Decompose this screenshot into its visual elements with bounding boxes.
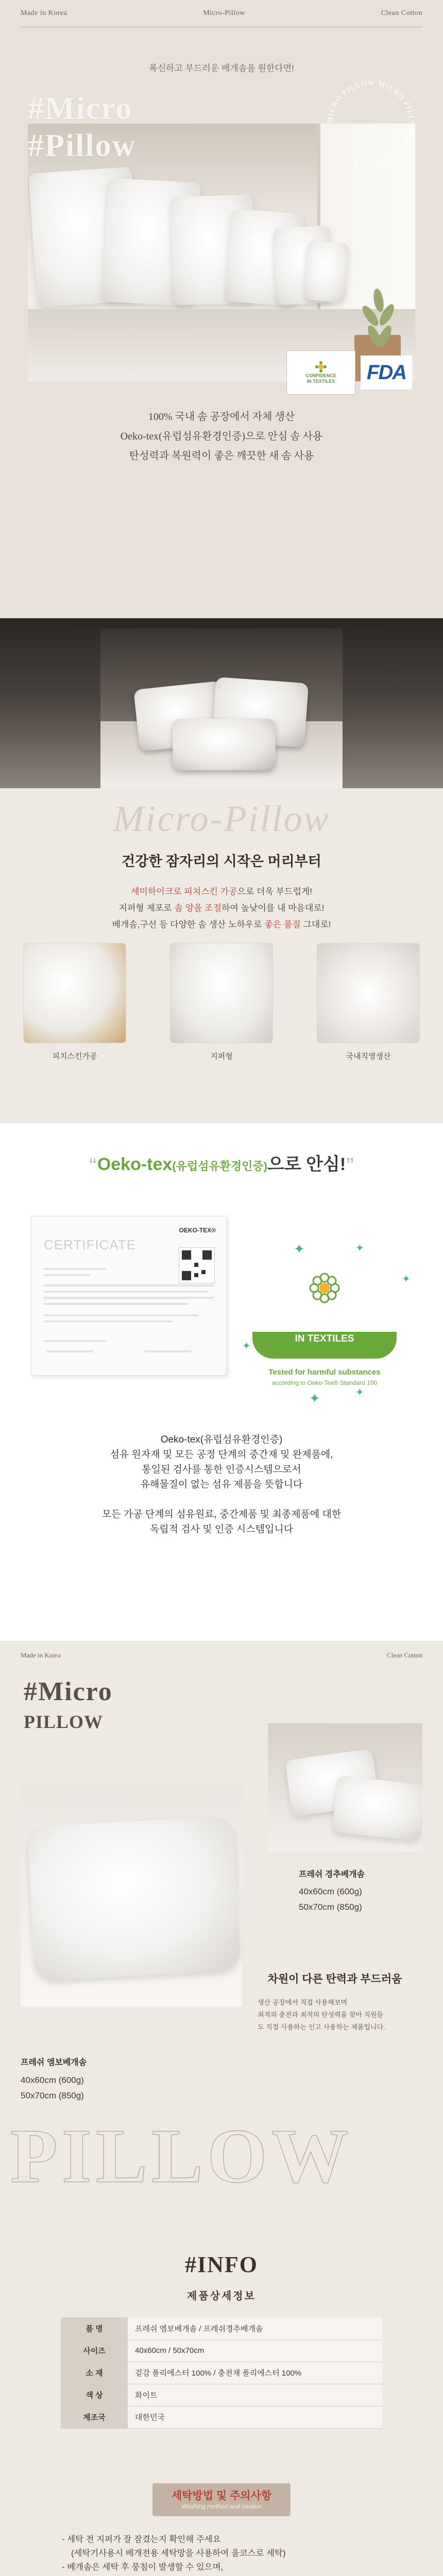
sparkle-icon: ✦ <box>294 1242 305 1257</box>
highlight-text: 솜 양을 조절 <box>174 903 222 913</box>
tagline-text: 지퍼형 제포로 <box>118 903 175 913</box>
confidence-sub1: Tested for harmful substances <box>268 1368 381 1377</box>
info-value: 프레쉬 엠보베개솜 / 프레쉬경추베개솜 <box>128 2317 382 2340</box>
pillow-shape <box>303 241 350 303</box>
info-key: 사이즈 <box>61 2340 128 2362</box>
info-key: 품 명 <box>61 2317 128 2340</box>
oeko-text-line: 통일된 검사를 통한 인증시스템으로서 <box>142 1464 301 1475</box>
peach-skin-photo <box>23 943 126 1043</box>
oeko-badge-line1: CONFIDENCE <box>305 373 336 379</box>
product-big-line1: #Micro <box>24 1677 113 1706</box>
care-item: (세탁기사용시 베개전용 세탁망을 사용하여 울코스로 세탁) <box>71 2549 286 2558</box>
sparkle-icon: ✦ <box>402 1273 411 1285</box>
oeko-text-line: 유해물질이 없는 섬유 제품을 뜻합니다 <box>140 1479 303 1490</box>
header-micro-pillow: Micro-Pillow <box>203 9 245 17</box>
pillow-shape <box>173 719 276 770</box>
tagline-line-2 <box>0 900 443 917</box>
oeko-flower-icon <box>309 1273 340 1303</box>
confidence-sub2: according to Oeko-Tex® Standard 100 <box>271 1379 378 1386</box>
pillow-shape <box>332 1775 422 1841</box>
cervical-pillow-photo <box>268 1723 422 1852</box>
bedroom-photo <box>100 629 343 788</box>
cervical-pillow-sizes <box>299 1884 362 1915</box>
oeko-badge-line2: IN TEXTILES <box>306 379 335 384</box>
oeko-certificate <box>31 1216 227 1376</box>
certificate-qr-icon <box>179 1247 215 1283</box>
hero-line: 탄성력과 복원력이 좋은 깨끗한 새 솜 사용 <box>129 450 314 462</box>
hero-line: Oeko-tex(유럽섬유환경인증)으로 안심 솜 사용 <box>120 431 323 442</box>
feature-caption: 국내직영생산 <box>346 1052 391 1061</box>
factory-photo <box>317 943 420 1043</box>
product-header-right: Clean Cotton <box>387 1651 422 1659</box>
diff-line: 도 직접 사용하는 인고 사용하는 제품입니다. <box>258 2023 385 2031</box>
highlight-text: 세미하이크로 피치스킨 가공 <box>130 887 237 896</box>
feature-domestic <box>314 943 422 1061</box>
header-made-in-korea: Made in Korea <box>21 9 67 17</box>
hero-line: 100% 국내 솜 공장에서 자체 생산 <box>148 411 295 422</box>
table-row <box>61 2362 382 2384</box>
care-item: - 베개솜은 세탁 후 뭉침이 발생할 수 있으며, <box>62 2563 224 2572</box>
circle-text-path: MICRO PILLOW MICRO PILLOW MICRO PILLOW <box>326 79 416 168</box>
highlight-text: 좋은 품질 <box>264 920 301 929</box>
product-section <box>0 1641 443 2236</box>
diff-line: 생산 공장에서 직접 사용해보며 <box>258 1998 348 2006</box>
oeko-title-rest: 으로 안심! <box>267 1155 346 1174</box>
product-info-table <box>61 2317 382 2429</box>
embo-pillow-photo <box>21 1785 242 2007</box>
care-title-badge <box>152 2483 291 2516</box>
hero-tagline: 폭신하고 부드러운 베개솜을 원한다면! <box>149 63 294 73</box>
sparkle-icon: ✦ <box>242 1340 251 1352</box>
hero-big-micro: #Micro <box>28 91 133 126</box>
confidence-line2: IN TEXTILES <box>295 1333 354 1344</box>
confidence-in-textiles-logo <box>247 1273 402 1386</box>
bedroom-banner <box>0 618 443 788</box>
product-header-left: Made in Korea <box>21 1651 61 1659</box>
feature-caption: 피치스킨가공 <box>52 1052 97 1061</box>
oeko-text-line: 독립적 검사 및 인증 시스템입니다 <box>149 1524 294 1535</box>
info-value: 대한민국 <box>128 2406 382 2428</box>
info-key: 색 상 <box>61 2384 128 2406</box>
oeko-tex-section <box>0 1123 443 1641</box>
hero-feature-lines <box>0 407 443 466</box>
plant-decoration <box>364 289 395 366</box>
table-row <box>61 2317 382 2340</box>
table-row <box>61 2384 382 2406</box>
rotating-circle-text <box>319 72 422 175</box>
oeko-tex-badge <box>286 350 355 395</box>
care-section <box>0 2483 443 2576</box>
oeko-description <box>0 1432 443 1537</box>
confidence-line1: CONFIDENCE <box>292 1324 357 1334</box>
certificate-logo: OEKO-TEX® <box>179 1227 216 1234</box>
oeko-flower-icon <box>312 361 330 373</box>
size-option: 40x60cm (600g) <box>21 2075 84 2085</box>
header-clean-cotton: Clean Cotton <box>381 9 422 17</box>
info-section <box>0 2236 443 2483</box>
diff-description <box>258 1996 422 2033</box>
oeko-text-line: 모든 가공 단계의 섬유원료, 중간제품 및 최종제품에 대한 <box>101 1509 342 1520</box>
product-header <box>21 1651 422 1659</box>
info-value: 겉감 폴리에스터 100% / 충전재 폴리에스터 100% <box>128 2362 382 2384</box>
sparkle-icon: ✦ <box>309 1391 320 1406</box>
info-value: 40x60cm / 50x70cm <box>128 2340 382 2362</box>
tagline-line-1 <box>0 884 443 900</box>
tagline-text: 베개솜,구선 등 다양한 솜 생산 노하우로 <box>112 920 265 929</box>
care-title-en: Washing method and caution <box>181 2503 262 2510</box>
svg-text:MICRO PILLOW MICRO PILLOW MICR <box>327 79 415 168</box>
diff-title: 차원이 다른 탄력과 부드러움 <box>267 1973 402 1985</box>
product-big-title <box>24 1677 113 1737</box>
table-row <box>61 2340 382 2362</box>
hero-section <box>0 0 443 618</box>
pillow-outline-word: PILLOW <box>10 2113 353 2199</box>
care-instructions <box>62 2533 397 2576</box>
info-subheading: 제품상세정보 <box>187 2291 256 2302</box>
tagline-text: 으로 더욱 부드럽게! <box>237 887 313 896</box>
diff-line: 최적의 충전과 최적의 탄성력을 찾아 직원들 <box>258 2011 384 2019</box>
tagline-lines <box>0 884 443 933</box>
fda-logo: FDA <box>361 355 412 389</box>
oeko-text-line: 섬유 원자재 및 모든 공정 단계의 중간재 및 완제품에, <box>110 1449 333 1460</box>
cervical-pillow-name: 프레쉬 경추베개솜 <box>299 1870 365 1879</box>
embo-pillow-name: 프레쉬 엠보베개솜 <box>21 2058 87 2067</box>
size-option: 50x70cm (850g) <box>299 1902 362 1912</box>
info-key: 제조국 <box>61 2406 128 2428</box>
care-title: 세탁방법 및 주의사항 <box>171 2490 272 2502</box>
oeko-title-paren: (유럽섬유환경인증) <box>172 1160 267 1173</box>
info-key: 소 재 <box>61 2362 128 2384</box>
tagline-title: 건강한 잠자리의 시작은 머리부터 <box>122 854 321 869</box>
oeko-text-line <box>0 1492 443 1507</box>
script-heading: Micro-Pillow <box>113 798 330 839</box>
feature-caption: 지퍼형 <box>210 1052 233 1061</box>
pillow-shape <box>27 1816 241 1981</box>
zipper-photo <box>170 943 273 1043</box>
table-row <box>61 2406 382 2428</box>
product-big-line2: PILLOW <box>24 1711 104 1732</box>
size-option: 40x60cm (600g) <box>299 1887 362 1896</box>
certificate-title: CERTIFICATE <box>44 1237 137 1252</box>
size-option: 50x70cm (850g) <box>21 2091 84 2100</box>
feature-peach-skin <box>21 943 129 1061</box>
care-item: - 세탁 전 지퍼가 잘 잠겼는지 확인해 주세요 <box>62 2535 221 2544</box>
tagline-text: 그대로! <box>300 920 331 929</box>
confidence-text <box>247 1324 402 1344</box>
sparkle-icon: ✦ <box>355 1386 364 1398</box>
feature-zipper <box>167 943 276 1061</box>
tagline-section <box>0 788 443 1123</box>
tagline-line-3 <box>0 917 443 933</box>
oeko-title: “Oeko-tex(유럽섬유환경인증)으로 안심!” <box>88 1155 355 1174</box>
embo-pillow-sizes <box>21 2073 84 2104</box>
oeko-title-brand: Oeko-tex <box>97 1155 173 1174</box>
header-bar <box>21 9 422 18</box>
info-value: 화이트 <box>128 2384 382 2406</box>
oeko-text-line: Oeko-tex(유럽섬유환경인증) <box>160 1434 283 1445</box>
tagline-text: 하여 높낮이를 내 마음대로! <box>222 903 325 913</box>
hero-big-pillow: #Pillow <box>28 128 137 163</box>
info-heading: #INFO <box>185 2252 258 2277</box>
sparkle-icon: ✦ <box>355 1242 364 1254</box>
